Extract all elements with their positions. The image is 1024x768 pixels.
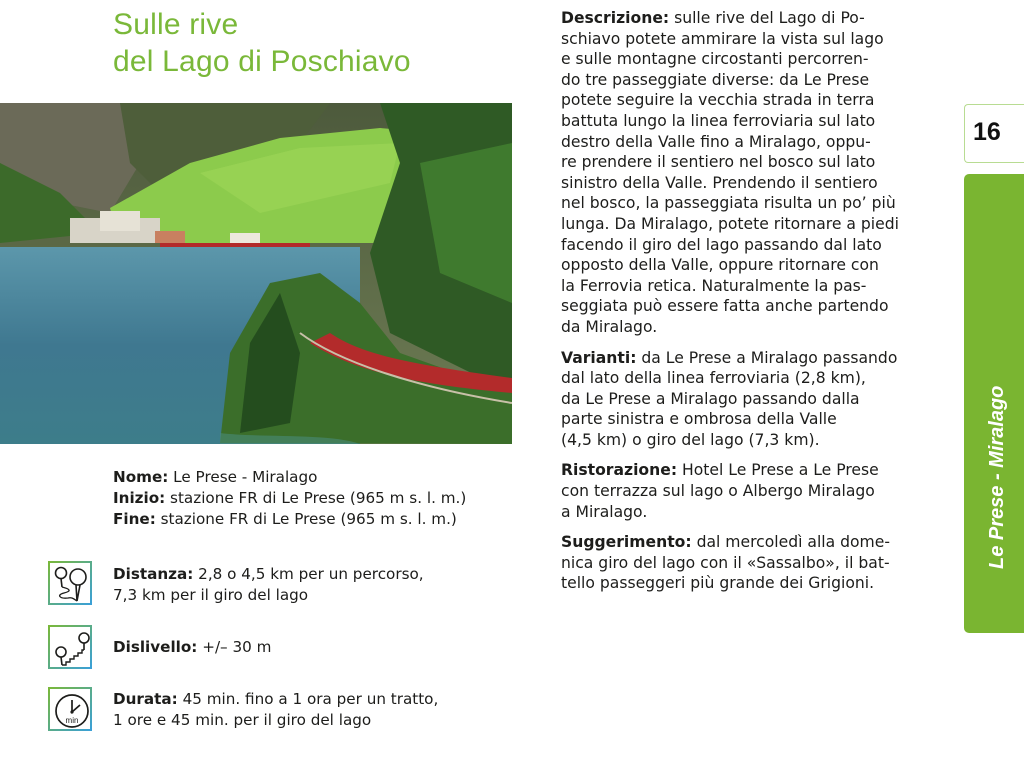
- elevation-label: Dislivello:: [113, 638, 198, 656]
- duration-value-line-2: 1 ore e 45 min. per il giro del lago: [113, 711, 372, 729]
- page-title: [113, 6, 411, 80]
- description-line: e sulle montagne circostanti percorren-: [561, 50, 869, 69]
- title-line-2: del Lago di Poschiavo: [113, 45, 411, 78]
- duration-value-line-1: 45 min. fino a 1 ora per un tratto,: [177, 690, 439, 708]
- variants-line: dal lato della linea ferroviaria (2,8 km),: [561, 369, 866, 388]
- variants-paragraph: [561, 348, 906, 451]
- distance-text: [113, 564, 424, 606]
- lake-photo: [0, 103, 512, 444]
- variants-line: da Le Prese a Miralago passando: [636, 348, 898, 367]
- route-summary: [113, 467, 466, 530]
- description-line: da Miralago.: [561, 317, 658, 336]
- description-line: potete seguire la vecchia strada in terra: [561, 91, 875, 110]
- food-line: con terrazza sul lago o Albergo Miralago: [561, 482, 875, 501]
- description-line: opposto della Valle, oppure ritornare con: [561, 256, 879, 275]
- distance-label: Distanza:: [113, 565, 194, 583]
- tip-line: nica giro del lago con il «Sassalbo», il bat-: [561, 553, 890, 572]
- lake-photo-illustration: [0, 103, 512, 444]
- description-line: do tre passeggiate diverse: da Le Prese: [561, 70, 870, 89]
- route-name-label: Nome:: [113, 468, 169, 486]
- variants-line: da Le Prese a Miralago passando dalla: [561, 389, 860, 408]
- food-paragraph: [561, 460, 906, 522]
- distance-value-line-1: 2,8 o 4,5 km per un percorso,: [193, 565, 424, 583]
- route-start: [113, 488, 466, 509]
- description-paragraph: [561, 8, 906, 338]
- food-line: Hotel Le Prese a Le Prese: [677, 461, 879, 480]
- clock-min-label: min: [65, 716, 79, 725]
- variants-label: Varianti:: [561, 348, 637, 367]
- tip-paragraph: [561, 532, 906, 594]
- details-column: [561, 8, 906, 604]
- description-label: Descrizione:: [561, 9, 670, 27]
- route-end-value: stazione FR di Le Prese (965 m s. l. m.): [155, 510, 457, 528]
- distance-value-line-2: 7,3 km per il giro del lago: [113, 586, 309, 604]
- route-start-label: Inizio:: [113, 489, 166, 507]
- page-number: 16: [973, 118, 1001, 146]
- description-line: sinistro della Valle. Prendendo il sentiero: [561, 173, 878, 192]
- description-line: schiavo potete ammirare la vista sul lago: [561, 29, 884, 48]
- description-line: nel bosco, la passeggiata risulta un po’ più: [561, 194, 896, 213]
- variants-line: (4,5 km) o giro del lago (7,3 km).: [561, 430, 820, 449]
- description-line: seggiata può essere fatta anche partendo: [561, 297, 889, 316]
- description-line: battuta lungo la linea ferroviaria sul lato: [561, 111, 876, 130]
- elevation-stairs-icon: [48, 625, 92, 669]
- duration-label: Durata:: [113, 690, 178, 708]
- page-number-box: [964, 104, 1024, 163]
- duration-text: [113, 689, 438, 731]
- elevation-value: +/– 30 m: [197, 638, 272, 656]
- food-label: Ristorazione:: [561, 461, 678, 480]
- distance-route-icon: [48, 561, 92, 605]
- description-line: facendo il giro del lago passando dal lato: [561, 235, 882, 254]
- tip-label: Suggerimento:: [561, 533, 692, 552]
- tip-line: tello passeggeri più grande dei Grigioni.: [561, 574, 875, 593]
- description-line: re prendere il sentiero nel bosco sul lato: [561, 153, 876, 172]
- title-line-1: Sulle rive: [113, 8, 239, 41]
- route-end: [113, 509, 466, 530]
- chapter-tab[interactable]: [964, 174, 1024, 633]
- description-line: sulle rive del Lago di Po-: [669, 9, 865, 27]
- description-line: destro della Valle fino a Miralago, oppu-: [561, 132, 871, 151]
- elevation-text: [113, 637, 271, 658]
- route-name-value: Le Prese - Miralago: [168, 468, 318, 486]
- route-start-value: stazione FR di Le Prese (965 m s. l. m.): [165, 489, 467, 507]
- description-line: la Ferrovia retica. Naturalmente la pas-: [561, 276, 867, 295]
- food-line: a Miralago.: [561, 502, 648, 521]
- tip-line: dal mercoledì alla dome-: [691, 533, 890, 552]
- chapter-tab-label: Le Prese - Miralago: [986, 385, 1008, 569]
- description-line: lunga. Da Miralago, potete ritornare a piedi: [561, 214, 899, 233]
- route-end-label: Fine:: [113, 510, 156, 528]
- variants-line: parte sinistra e ombrosa della Valle: [561, 410, 837, 429]
- clock-min-icon: [48, 687, 92, 731]
- route-name: [113, 467, 466, 488]
